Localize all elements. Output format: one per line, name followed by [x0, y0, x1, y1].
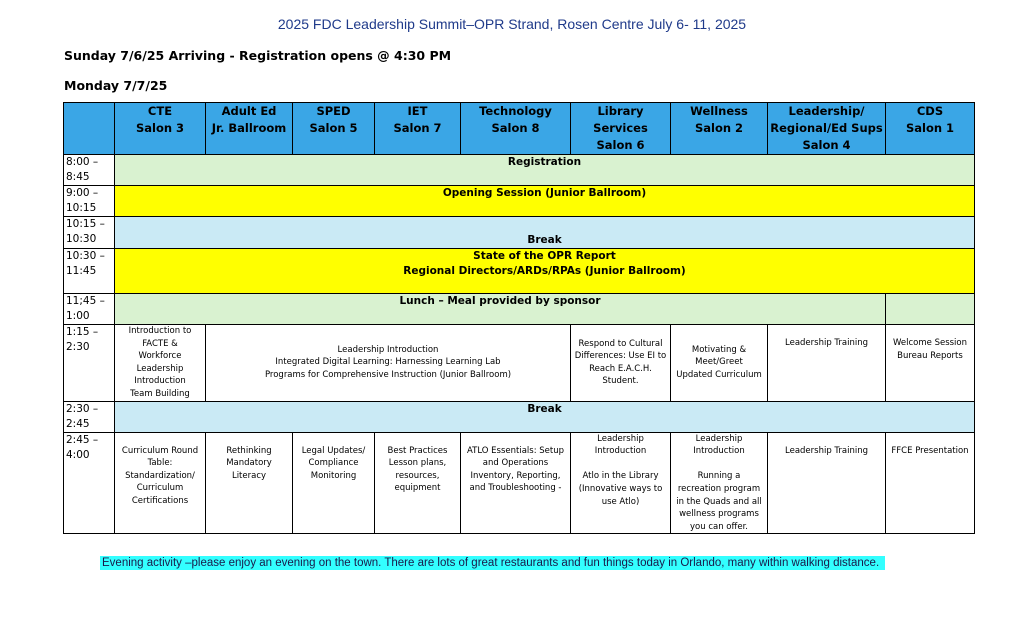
opr-report-row: [64, 249, 975, 294]
break-row-1: [64, 217, 975, 249]
session-iet-cell: Best Practices Lesson plans, resources, equipment: [375, 432, 461, 534]
break-cell: Break: [115, 401, 975, 432]
session-cte-cell: Introduction to FACTE & Workforce Leadership Introduction Team Building: [115, 325, 206, 402]
break-cell: Break: [115, 217, 975, 249]
session-cds-cell: Welcome Session Bureau Reports: [886, 325, 975, 402]
column-header-sped: SPED Salon 5: [293, 103, 375, 155]
session-leadership-cell: Leadership Training: [768, 432, 886, 534]
session-cte-cell: Curriculum Round Table: Standardization/ Curriculum Certifications: [115, 432, 206, 534]
session-sped-cell: Legal Updates/ Compliance Monitoring: [293, 432, 375, 534]
monday-heading: Monday 7/7/25: [64, 78, 168, 93]
registration-row: [64, 155, 975, 186]
session-2-row: [64, 432, 975, 534]
evening-activity-note: Evening activity –please enjoy an evening on the town. There are lots of great restaurants and fun things today in Orlando, many within walking distance.: [100, 556, 885, 570]
time-cell: 11;45 – 1:00: [64, 294, 115, 325]
column-header-technology: Technology Salon 8: [461, 103, 571, 155]
page-title: 2025 FDC Leadership Summit–OPR Strand, Rosen Centre July 6- 11, 2025: [277, 16, 747, 32]
session-combined-cell: Leadership Introduction Integrated Digital Learning: Harnessing Learning Lab Programs for Comprehensive Instruction (Junior Ballroom): [206, 325, 571, 402]
lunch-row: [64, 294, 975, 325]
session-cds-cell: FFCE Presentation: [886, 432, 975, 534]
lunch-cell: Lunch – Meal provided by sponsor: [115, 294, 886, 325]
session-leadership-cell: Leadership Training: [768, 325, 886, 402]
time-cell: 9:00 – 10:15: [64, 186, 115, 217]
column-header-iet: IET Salon 7: [375, 103, 461, 155]
session-wellness-cell: Leadership Introduction Running a recreation program in the Quads and all wellness programs you can offer.: [671, 432, 768, 534]
time-cell: 2:30 – 2:45: [64, 401, 115, 432]
session-adult-ed-cell: Rethinking Mandatory Literacy: [206, 432, 293, 534]
time-cell: 1:15 – 2:30: [64, 325, 115, 402]
column-header-wellness: Wellness Salon 2: [671, 103, 768, 155]
time-cell: 10:15 – 10:30: [64, 217, 115, 249]
break-row-2: [64, 401, 975, 432]
session-technology-cell: ATLO Essentials: Setup and Operations Inventory, Reporting, and Troubleshooting -: [461, 432, 571, 534]
corner-header: [64, 103, 115, 155]
session-library-cell: Respond to Cultural Differences: Use EI to Reach E.A.C.H. Student.: [571, 325, 671, 402]
header-row: [64, 103, 975, 155]
opening-row: [64, 186, 975, 217]
session-1-row: [64, 325, 975, 402]
column-header-library: Library Services Salon 6: [571, 103, 671, 155]
column-header-adult-ed: Adult Ed Jr. Ballroom: [206, 103, 293, 155]
column-header-cte: CTE Salon 3: [115, 103, 206, 155]
time-cell: 8:00 – 8:45: [64, 155, 115, 186]
session-wellness-cell: Motivating & Meet/Greet Updated Curriculum: [671, 325, 768, 402]
time-cell: 2:45 – 4:00: [64, 432, 115, 534]
registration-cell: Registration: [115, 155, 975, 186]
column-header-cds: CDS Salon 1: [886, 103, 975, 155]
schedule-table: [63, 102, 975, 534]
session-library-cell: Leadership Introduction Atlo in the Library (Innovative ways to use Atlo): [571, 432, 671, 534]
opr-report-cell: State of the OPR Report Regional Directors/ARDs/RPAs (Junior Ballroom): [115, 249, 975, 294]
lunch-cds-cell: [886, 294, 975, 325]
opening-session-cell: Opening Session (Junior Ballroom): [115, 186, 975, 217]
sunday-note: Sunday 7/6/25 Arriving - Registration opens @ 4:30 PM: [64, 48, 452, 63]
column-header-leadership: Leadership/ Regional/Ed Sups Salon 4: [768, 103, 886, 155]
time-cell: 10:30 – 11:45: [64, 249, 115, 294]
